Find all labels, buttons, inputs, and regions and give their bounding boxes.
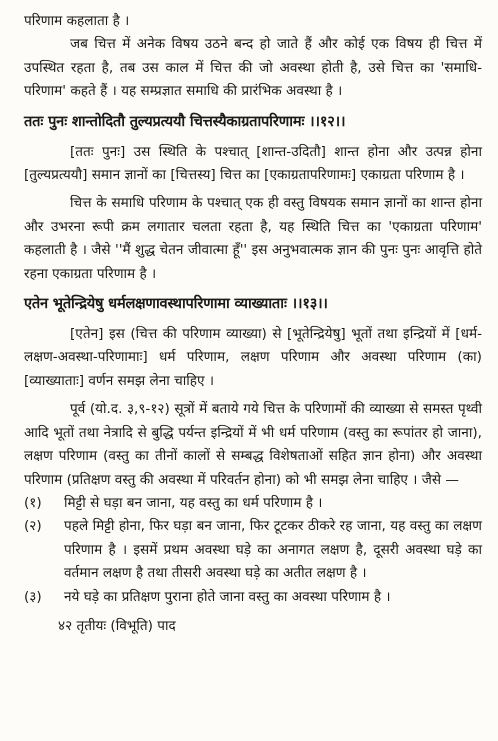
list-item [24, 586, 482, 609]
list-item-number: (३) [24, 588, 42, 605]
examples-list [24, 492, 482, 609]
sutra-12-gloss: [ततः पुनः] उस स्थिति के पश्चात् [शान्त-उदितौ] शान्त होना और उत्पन्न होना [तुल्यप्रत्ययौ] समान ज्ञानों का [चित्तस्य] चित्त का [एकाग्रतापरिणामः] एकाग्रता परिणाम है । [24, 143, 482, 184]
list-item-text: मिट्टी से घड़ा बन जाना, यह वस्तु का धर्म परिणाम है । [64, 494, 323, 511]
sutra-12-heading: ततः पुनः शान्तोदितौ तुल्यप्रत्ययौ चित्तस्यैकाग्रतापरिणामः ।।१२।। [24, 112, 346, 130]
page-footer: ४२ तृतीयः (विभूति) पाद [58, 617, 176, 634]
list-item-number: (२) [24, 518, 42, 535]
sutra-13-gloss: [एतेन] इस (चित्त की परिणाम व्याख्या) से [भूतेन्द्रियेषु] भूतों तथा इन्द्रियों में [धर्म-लक्षण-अवस्था-परिणामाः] धर्म परिणाम, लक्षण परिणाम और अवस्था परिणाम (का) [व्याख्याताः] वर्णन समझ लेना चाहिए । [24, 326, 482, 389]
list-item [24, 492, 482, 515]
list-item-text: पहले मिट्टी होना, फिर घड़ा बन जाना, फिर टूटकर ठीकरे रह जाना, यह वस्तु का लक्षण परिणाम है । इसमें प्रथम अवस्था घड़े का अनागत लक्षण है, दूसरी अवस्था घड़े का वर्तमान लक्षण है तथा तीसरी अवस्था घड़े का अतीत लक्षण है । [64, 518, 482, 582]
sutra-12-explanation: चित्त के समाधि परिणाम के पश्चात् एक ही वस्तु विषयक समान ज्ञानों का शान्त होना और उभरना रूपी क्रम लगातार चलता रहता है, यह स्थिति चित्त का 'एकाग्रता परिणाम' कहलाती है । जैसे ''मैं शुद्ध चेतन जीवात्मा हूँ'' इस अनुभवात्मक ज्ञान की पुनः पुनः आवृत्ति होते रहना एकाग्रता परिणाम है । [24, 195, 482, 282]
sutra-13-explanation: पूर्व (यो.द. ३,९-१२) सूत्रों में बताये गये चित्त के परिणामों की व्याख्या से समस्त पृथ्वी आदि भूतों तथा नेत्रादि से बुद्धि पर्यन्त इन्द्रियों में भी धर्म परिणाम (वस्तु का रूपांतर हो जाना), लक्षण परिणाम (वस्तु का तीनों कालों से सम्बद्ध विशेषताओं सहित ज्ञान होना) और अवस्था परिणाम (प्रतिक्षण वस्तु की अवस्था में परिवर्तन होना) को भी समझ लेना चाहिए । जैसे — [24, 401, 482, 488]
intro-paragraph: जब चित्त में अनेक विषय उठने बन्द हो जाते हैं और कोई एक विषय ही चित्त में उपस्थित रहता है, तब उस काल में चित्त की जो अवस्था होती है, उसे चित्त का 'समाधि-परिणाम' कहते हैं । यह सम्प्रज्ञात समाधि की प्रारंभिक अवस्था है । [24, 36, 482, 100]
list-item [24, 515, 482, 585]
sutra-13-heading: एतेन भूतेन्द्रियेषु धर्मलक्षणावस्थापरिणामा व्याख्याताः ।।१३।। [24, 295, 328, 313]
list-item-number: (१) [24, 494, 42, 511]
intro-fragment: परिणाम कहलाता है । [24, 13, 130, 29]
list-item-text: नये घड़े का प्रतिक्षण पुराना होते जाना वस्तु का अवस्था परिणाम है । [64, 588, 391, 605]
